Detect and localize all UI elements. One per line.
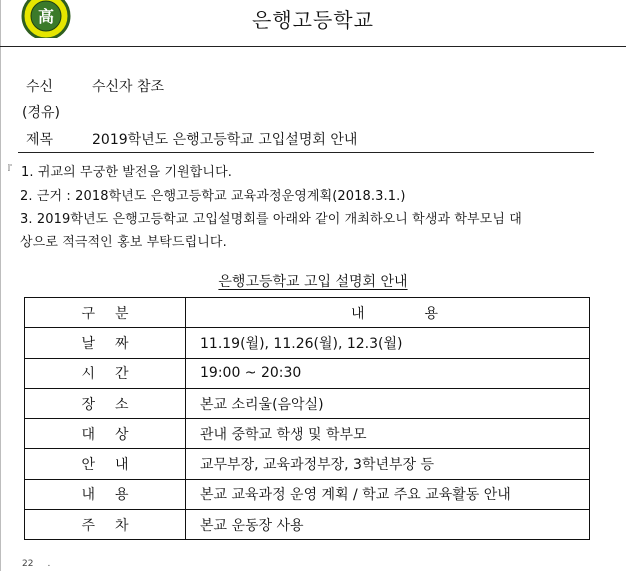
table-row xyxy=(25,419,590,449)
row-label-parking: 주차 xyxy=(25,510,186,540)
row-value-time: 19:00 ~ 20:30 xyxy=(186,358,590,388)
info-table xyxy=(24,297,590,540)
header-label-cell: 구분 xyxy=(25,298,186,328)
header-rule xyxy=(0,46,626,47)
emblem-character: 高 xyxy=(37,7,55,26)
row-value-date: 11.19(월), 11.26(월), 12.3(월) xyxy=(186,328,590,358)
row-label-place: 장소 xyxy=(25,388,186,418)
body-line-1: 1. 귀교의 무궁한 발전을 기원합니다. xyxy=(21,165,232,180)
row-value-place: 본교 소리울(음악실) xyxy=(186,388,590,418)
table-row xyxy=(25,358,590,388)
table-caption-text: 은행고등학교 고입 설명회 안내 xyxy=(218,274,408,290)
document-start-mark: 『 xyxy=(2,165,12,176)
row-value-parking: 본교 운동장 사용 xyxy=(186,510,590,540)
row-label-content: 내용 xyxy=(25,479,186,509)
row-value-audience: 관내 중학교 학생 및 학부모 xyxy=(186,419,590,449)
subject-value: 2019학년도 은행고등학교 고입설명회 안내 xyxy=(92,132,358,148)
body-line-4: 상으로 적극적인 홍보 부탁드립니다. xyxy=(20,235,227,250)
body-line-2: 2. 근거 : 2018학년도 은행고등학교 교육과정운영계획(2018.3.1.) xyxy=(20,189,406,204)
page-number: 22 xyxy=(22,559,34,569)
table-row xyxy=(25,479,590,509)
row-value-guide: 교무부장, 교육과정부장, 3학년부장 등 xyxy=(186,449,590,479)
table-row xyxy=(25,388,590,418)
table-row xyxy=(25,328,590,358)
subject-rule xyxy=(18,152,594,153)
recipient-label: 수신 xyxy=(26,79,54,95)
row-label-date: 날짜 xyxy=(25,328,186,358)
body-line-3: 3. 2019학년도 은행고등학교 고입설명회를 아래와 같이 개최하오니 학생과 학부모님 대 xyxy=(20,212,522,227)
recipient-value: 수신자 참조 xyxy=(92,79,165,95)
row-label-time: 시간 xyxy=(25,358,186,388)
row-label-audience: 대상 xyxy=(25,419,186,449)
row-label-guide: 안내 xyxy=(25,449,186,479)
document-title: 은행고등학교 xyxy=(252,8,374,32)
table-caption xyxy=(0,271,626,291)
table-row xyxy=(25,510,590,540)
row-value-content: 본교 교육과정 운영 계획 / 학교 주요 교육활동 안내 xyxy=(186,479,590,509)
via-label: (경유) xyxy=(22,105,60,121)
subject-label: 제목 xyxy=(26,132,54,148)
header-value-cell: 내용 xyxy=(186,298,590,328)
table-header-row xyxy=(25,298,590,328)
footer-dot: . xyxy=(47,559,51,569)
page-footer xyxy=(22,559,50,569)
table-row xyxy=(25,449,590,479)
